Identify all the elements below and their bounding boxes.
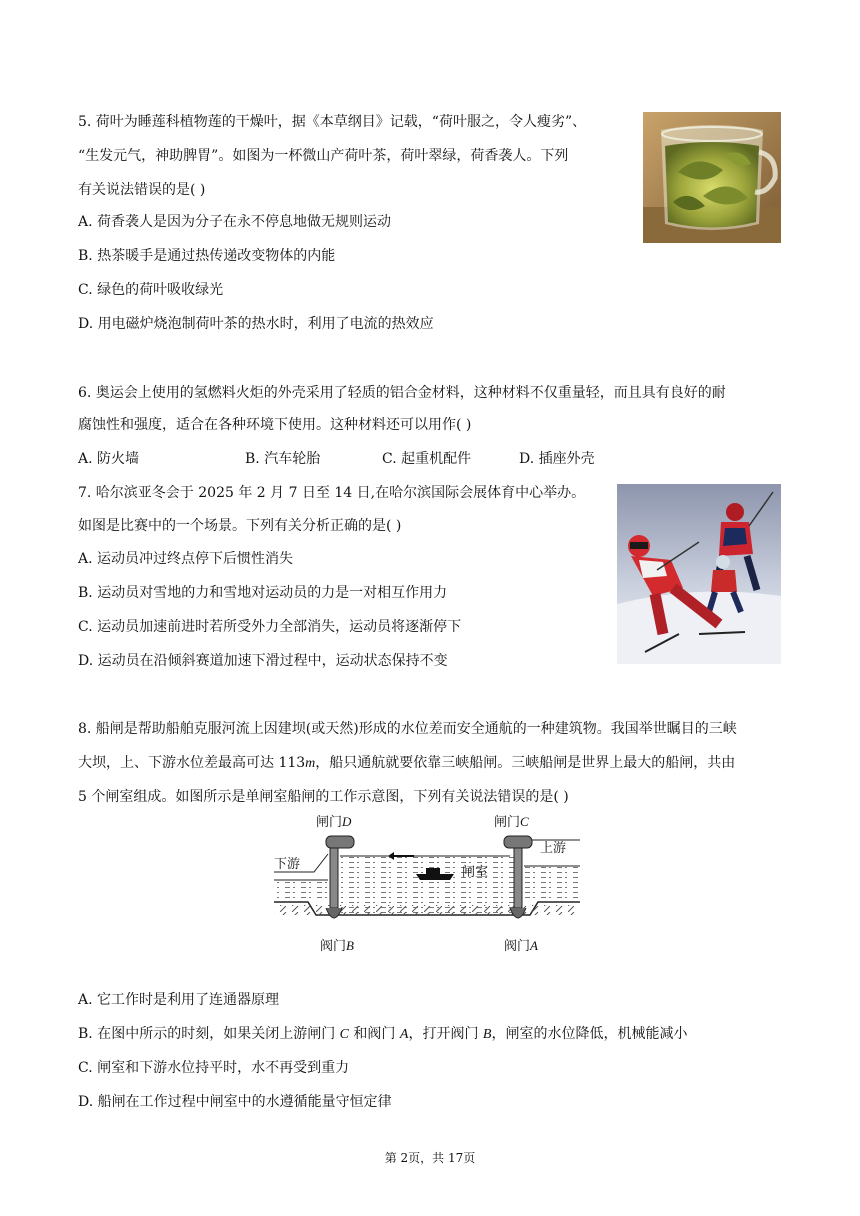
q8-line-2-post: ，船只通航就要依靠三峡船闸。三峡船闸是世界上最大的船闸，共由 xyxy=(315,755,736,771)
q8-option-b-var-a: A xyxy=(399,1027,409,1042)
page-footer: 第 2页，共 17页 xyxy=(384,1151,476,1165)
q5-line-1: 5. 荷叶为睡莲科植物莲的干燥叶，据《本草纲目》记载，“荷叶服之，令人瘦劣”、 xyxy=(78,114,587,130)
q8-option-b-3: ，打开阀门 xyxy=(408,1026,483,1042)
q7-option-b: B. 运动员对雪地的力和雪地对运动员的力是一对相互作用力 xyxy=(78,585,448,601)
q8-option-b-1: B. 在图中所示的时刻，如果关闭上游闸门 xyxy=(78,1026,340,1042)
q7-line-2: 如图是比赛中的一个场景。下列有关分析正确的是( ) xyxy=(78,518,402,534)
q6-line-1: 6. 奥运会上使用的氢燃料火炬的外壳采用了轻质的铝合金材料，这种材料不仅重量轻，而且具有良好的耐 xyxy=(78,385,726,401)
q8-option-b-var-b: B xyxy=(482,1027,492,1042)
q5-line-2: “生发元气，神助脾胃”。如图为一杯微山产荷叶茶，荷叶翠绿，荷香袭人。下列 xyxy=(78,148,569,164)
q6-option-b: B. 汽车轮胎 xyxy=(245,451,321,467)
q6-option-c: C. 起重机配件 xyxy=(382,451,472,467)
svg-text:闸门C xyxy=(494,814,529,830)
ship-lock-diagram xyxy=(268,810,588,955)
q8-option-b-4: ，闸室的水位降低，机械能减小 xyxy=(491,1026,688,1042)
chamber-label: 闸室 xyxy=(462,865,489,880)
downstream-label: 下游 xyxy=(274,857,301,872)
q7-line-1: 7. 哈尔滨亚冬会于 2025 年 2 月 7 日至 14 日,在哈尔滨国际会展体育中心举办。 xyxy=(78,485,586,501)
lotus-leaf-tea-photo xyxy=(643,112,781,243)
q6-option-a: A. 防火墙 xyxy=(78,451,140,467)
valve-b-var: B xyxy=(346,938,354,953)
gate-d-var: D xyxy=(342,814,352,829)
q8-option-d: D. 船闸在工作过程中闸室中的水遵循能量守恒定律 xyxy=(78,1094,392,1110)
q7-option-d: D. 运动员在沿倾斜赛道加速下滑过程中，运动状态保持不变 xyxy=(78,653,448,669)
svg-text:阀门A xyxy=(504,938,538,954)
q8-line-1: 8. 船闸是帮助船舶克服河流上因建坝(或天然)形成的水位差而安全通航的一种建筑物。我国举世瞩目的三峡 xyxy=(78,721,737,737)
q8-line-3: 5 个闸室组成。如图所示是单闸室船闸的工作示意图，下列有关说法错误的是( ) xyxy=(78,789,569,805)
q5-option-b: B. 热茶暖手是通过热传递改变物体的内能 xyxy=(78,248,336,264)
q5-line-3: 有关说法错误的是( ) xyxy=(78,182,206,198)
q8-option-b-var-c: C xyxy=(339,1027,349,1042)
ski-race-photo xyxy=(617,484,781,664)
q8-option-b-2: 和阀门 xyxy=(348,1026,400,1042)
q8-option-b xyxy=(78,1024,687,1045)
q6-option-d: D. 插座外壳 xyxy=(519,451,595,467)
valve-b-label: 阀门 xyxy=(320,939,347,954)
q5-option-d: D. 用电磁炉烧泡制荷叶茶的热水时，利用了电流的热效应 xyxy=(78,316,434,332)
gate-d-label: 闸门 xyxy=(316,815,343,830)
valve-a-label: 阀门 xyxy=(504,939,531,954)
q7-option-c: C. 运动员加速前进时若所受外力全部消失，运动员将逐渐停下 xyxy=(78,619,462,635)
q6-line-2: 腐蚀性和强度，适合在各种环境下使用。这种材料还可以用作( ) xyxy=(78,417,472,433)
q7-option-a: A. 运动员冲过终点停下后惯性消失 xyxy=(78,551,294,567)
gate-c-label: 闸门 xyxy=(494,815,521,830)
q8-option-c: C. 闸室和下游水位持平时，水不再受到重力 xyxy=(78,1060,350,1076)
gate-c-var: C xyxy=(520,814,529,829)
q8-line-2-pre: 大坝，上、下游水位差最高可达 113 xyxy=(78,755,306,771)
q8-line-2 xyxy=(78,753,735,774)
upstream-label: 上游 xyxy=(540,841,567,856)
q5-option-c: C. 绿色的荷叶吸收绿光 xyxy=(78,282,224,298)
q5-option-a: A. 荷香袭人是因为分子在永不停息地做无规则运动 xyxy=(78,214,392,230)
q8-option-a: A. 它工作时是利用了连通器原理 xyxy=(78,992,280,1008)
svg-text:闸门D xyxy=(316,814,352,830)
svg-text:阀门B xyxy=(320,938,354,954)
q8-line-2-unit: m xyxy=(305,756,316,771)
valve-a-var: A xyxy=(530,938,538,953)
